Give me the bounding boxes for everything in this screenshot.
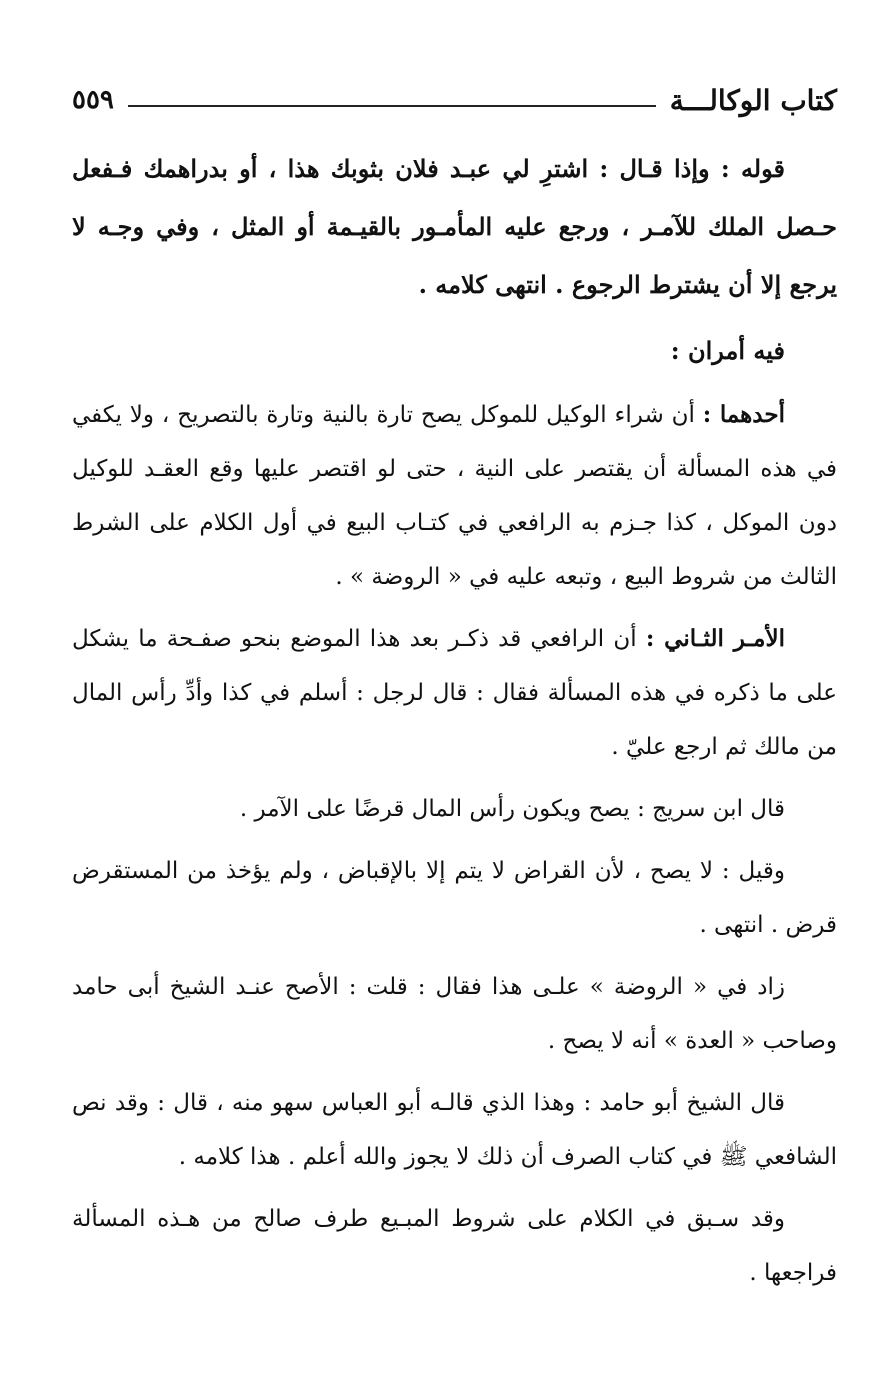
paragraph-text: أن الرافعي قد ذكـر بعد هذا الموضع بنحو صفـحة ما يشكل على ما ذكره في هذه المسألة فقال : قال لرجل : أسلم في كذا وأدِّ رأس المال من مالك ثم ارجع عليّ . bbox=[72, 626, 837, 760]
paragraph-text: قوله : وإذا قـال : اشترِ لي عبـد فلان بثوبك هذا ، أو بدراهمك فـفعل حـصل الملك للآمـر ، ورجع عليه المأمـور بالقيـمة أو المثل ، وفي وجـه لا يرجع إلا أن يشترط الرجوع . انتهى كلامه . bbox=[72, 154, 837, 299]
paragraph-text: فيه أمران : bbox=[670, 336, 785, 365]
paragraph-text: قال الشيخ أبو حامد : وهذا الذي قالـه أبو العباس سهو منه ، قال : وقد نص الشافعي ﷺ في كتاب الصرف أن ذلك لا يجوز والله أعلم . هذا كلامه . bbox=[72, 1090, 837, 1170]
paragraph-cross-reference bbox=[72, 1192, 837, 1300]
paragraph-text: زاد في « الروضة » علـى هذا فقال : قلت : الأصح عنـد الشيخ أبى حامد وصاحب « العدة » أنه لا يصح . bbox=[72, 974, 837, 1054]
paragraph-heading bbox=[72, 322, 837, 380]
paragraph-lead: الأمـر الثـاني : bbox=[645, 625, 785, 652]
paragraph-second-matter bbox=[72, 612, 837, 774]
paragraph-text: وقد سـبق في الكلام على شروط المبـيع طرف صالح من هـذه المسألة فراجعها . bbox=[72, 1206, 837, 1286]
running-header bbox=[72, 78, 837, 122]
paragraph-text: أن شراء الوكيل للموكل يصح تارة بالنية وتارة بالتصريح ، ولا يكفي في هذه المسألة أن يقتصر على النية ، حتى لو اقتصر عليها وقع العقـد للوكيل دون الموكل ، كذا جـزم به الرافعي في كتـاب البيع في أول الكلام على الشرط الثالث من شروط البيع ، وتبعه عليه في « الروضة » . bbox=[72, 402, 837, 590]
page-number: ٥٥٩ bbox=[72, 85, 114, 115]
paragraph-text: قال ابن سريج : يصح ويكون رأس المال قرضًا على الآمر . bbox=[239, 796, 785, 822]
chapter-title: كتاب الوكالـــة bbox=[669, 83, 837, 117]
paragraph-first-matter bbox=[72, 388, 837, 604]
paragraph-lead: أحدهما : bbox=[702, 401, 785, 428]
paragraph-abu-hamid bbox=[72, 1076, 837, 1184]
paragraph-rawda-addition bbox=[72, 960, 837, 1068]
paragraph-quote bbox=[72, 140, 837, 314]
header-rule bbox=[128, 105, 656, 107]
paragraph-text: وقيل : لا يصح ، لأن القراض لا يتم إلا بالإقباض ، ولم يؤخذ من المستقرض قرض . انتهى . bbox=[72, 858, 837, 938]
paragraph-other-view bbox=[72, 844, 837, 952]
paragraph-ibn-surayj bbox=[72, 782, 837, 836]
